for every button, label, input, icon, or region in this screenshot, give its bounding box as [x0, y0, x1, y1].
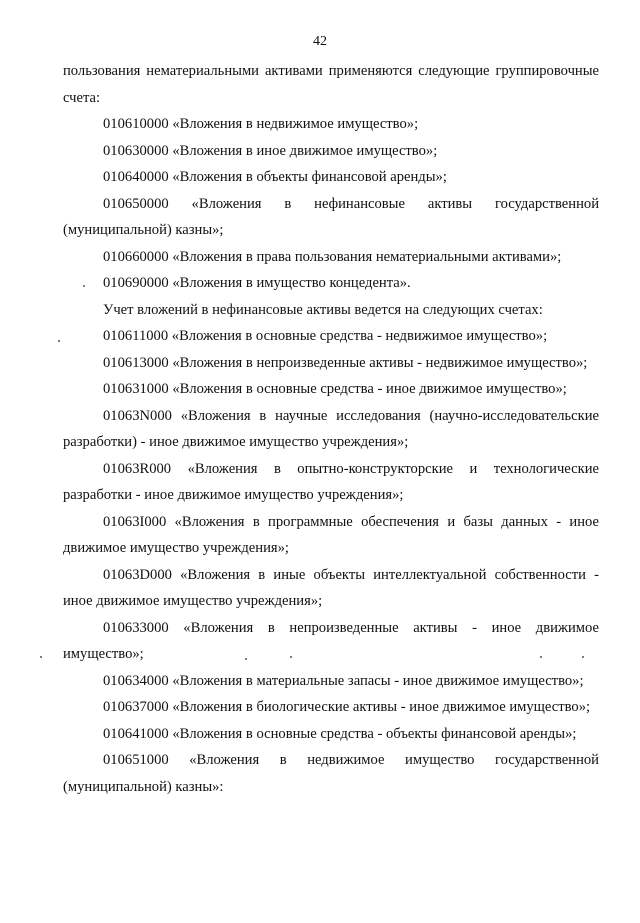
paragraph-18: 010637000 «Вложения в биологические активы - иное движимое имущество»; [103, 699, 591, 715]
scan-speck [245, 658, 247, 660]
paragraph-17: 010634000 «Вложения в материальные запасы - иное движимое имущество»; [103, 672, 584, 689]
paragraph-7: 010690000 «Вложения в имущество концедента». [103, 275, 411, 291]
scan-speck [58, 340, 60, 342]
page-number: 42 [313, 34, 327, 49]
paragraph-9: 010611000 «Вложения в основные средства - недвижимое имущество»; [103, 328, 548, 344]
scan-speck [290, 656, 292, 658]
scan-speck [582, 656, 584, 658]
paragraph-19: 010641000 «Вложения в основные средства - объекты финансовой аренды»; [103, 725, 577, 742]
paragraph-2: 010610000 «Вложения в недвижимое имущество»; [103, 116, 419, 132]
paragraph-14: 01063I000 «Вложения в программные обеспечения и базы данных - иное движимое имущество учреждения»; [63, 513, 599, 556]
scan-speck [83, 285, 85, 287]
paragraph-13: 01063R000 «Вложения в опытно-конструкторские и технологические разработки - иное движимое имущество учреждения»; [63, 460, 599, 503]
paragraph-3: 010630000 «Вложения в иное движимое имущество»; [103, 142, 438, 159]
scan-speck [540, 656, 542, 658]
paragraph-8: Учет вложений в нефинансовые активы ведется на следующих счетах: [103, 301, 543, 318]
paragraph-20: 010651000 «Вложения в недвижимое имущество государственной (муниципальной) казны»: [63, 752, 599, 795]
paragraph-1: пользования нематериальными активами применяются следующие группировочные счета: [63, 63, 599, 106]
paragraph-15: 01063D000 «Вложения в иные объекты интеллектуальной собственности - иное движимое имущество учреждения»; [63, 566, 599, 609]
paragraph-6: 010660000 «Вложения в права пользования нематериальными активами»; [103, 248, 562, 265]
scan-speck [40, 656, 42, 658]
paragraph-11: 010631000 «Вложения в основные средства - иное движимое имущество»; [103, 381, 567, 397]
document-body [63, 58, 599, 800]
paragraph-16: 010633000 «Вложения в непроизведенные активы - иное движимое имущество»; [63, 619, 599, 662]
paragraph-5: 010650000 «Вложения в нефинансовые активы государственной (муниципальной) казны»; [63, 195, 599, 238]
paragraph-10: 010613000 «Вложения в непроизведенные активы - недвижимое имущество»; [103, 354, 588, 371]
paragraph-4: 010640000 «Вложения в объекты финансовой аренды»; [103, 169, 447, 185]
paragraph-12: 01063N000 «Вложения в научные исследования (научно-исследовательские разработки) - иное движимое имущество учреждения»; [63, 407, 599, 450]
